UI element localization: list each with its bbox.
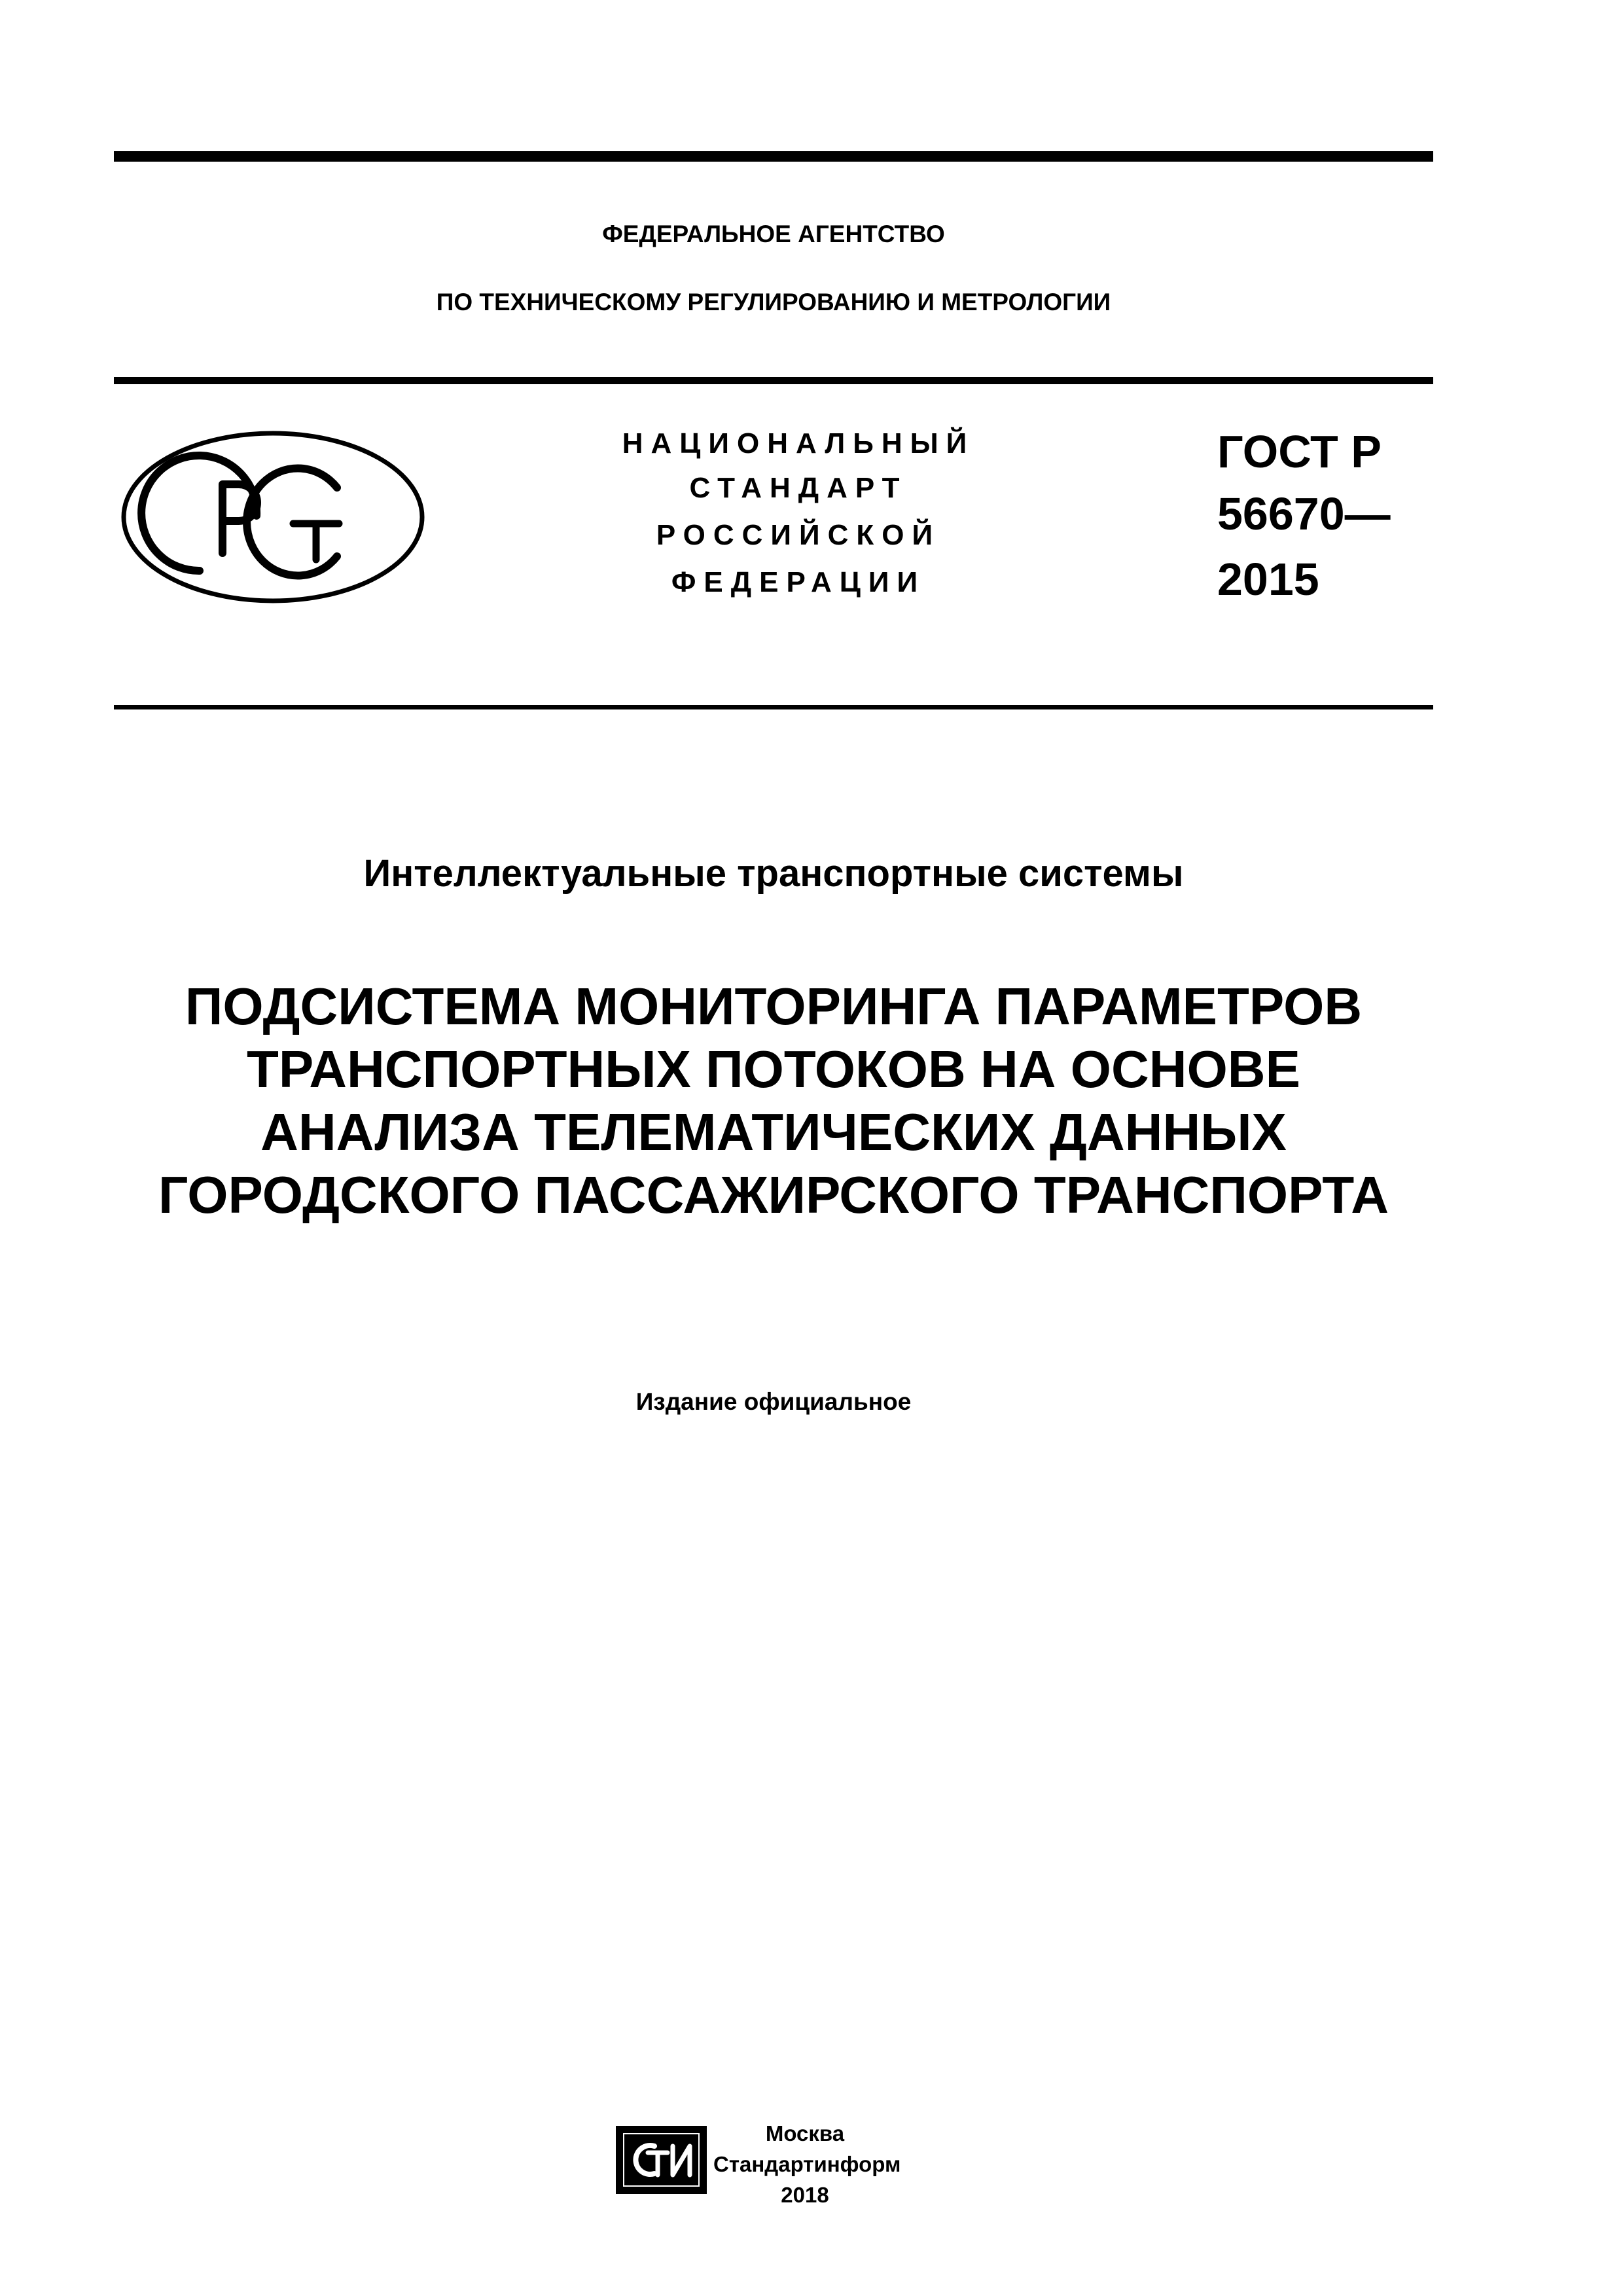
standard-designation-line-1: ГОСТ Р — [1217, 426, 1382, 477]
national-standard-line-1: НАЦИОНАЛЬНЫЙ — [622, 427, 975, 459]
gost-emblem-icon — [118, 425, 429, 609]
edition-label: Издание официальное — [635, 1388, 912, 1415]
standard-designation-line-3: 2015 — [1217, 554, 1319, 605]
main-title-line-3: АНАЛИЗА ТЕЛЕМАТИЧЕСКИХ ДАННЫХ — [260, 1103, 1287, 1161]
main-title-line-1: ПОДСИСТЕМА МОНИТОРИНГА ПАРАМЕТРОВ — [185, 977, 1363, 1035]
main-title-line-2: ТРАНСПОРТНЫХ ПОТОКОВ НА ОСНОВЕ — [247, 1040, 1300, 1098]
national-standard-line-4: ФЕДЕРАЦИИ — [671, 566, 926, 598]
title-rule — [114, 705, 1433, 709]
top-rule — [114, 151, 1433, 162]
publisher-emblem-icon — [614, 2124, 709, 2196]
agency-name-line-1: ФЕДЕРАЛЬНОЕ АГЕНТСТВО — [602, 221, 945, 247]
header-rule — [114, 377, 1433, 384]
national-standard-line-3: РОССИЙСКОЙ — [656, 519, 941, 551]
imprint-city: Москва — [765, 2121, 845, 2145]
agency-name-line-2: ПО ТЕХНИЧЕСКОМУ РЕГУЛИРОВАНИЮ И МЕТРОЛОГИИ — [436, 289, 1111, 315]
standard-designation-line-2: 56670— — [1217, 488, 1391, 539]
imprint-publisher: Стандартинформ — [713, 2152, 901, 2176]
main-title-line-4: ГОРОДСКОГО ПАССАЖИРСКОГО ТРАНСПОРТА — [158, 1166, 1389, 1224]
series-title: Интеллектуальные транспортные системы — [363, 852, 1184, 895]
imprint-year: 2018 — [781, 2183, 829, 2207]
national-standard-line-2: СТАНДАРТ — [689, 472, 908, 504]
